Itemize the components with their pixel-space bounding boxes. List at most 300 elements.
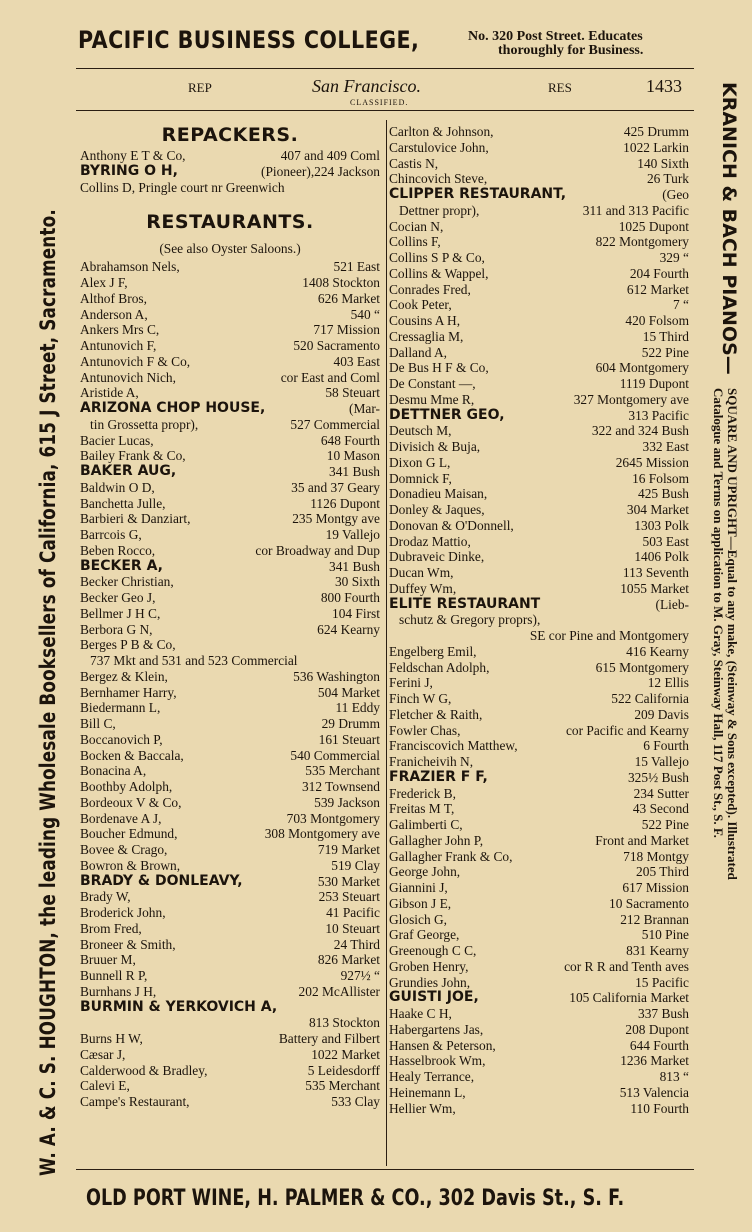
listing-entry: [80, 763, 380, 779]
listing-address: 1022 Market: [311, 1046, 380, 1062]
listing-entry: [389, 707, 689, 723]
listing-name: Becker Geo J,: [80, 590, 156, 605]
section-gap: [80, 195, 380, 203]
listing-name: Feldschan Adolph,: [389, 659, 490, 675]
listing-address: 504 Market: [317, 684, 380, 700]
listing-address: 212 Brannan: [620, 911, 689, 927]
listing-address: 308 Montgomery ave: [264, 826, 380, 842]
listing-name: Berges P B & Co,: [80, 637, 176, 653]
listing-entry: [389, 880, 689, 896]
listing-entry: [80, 543, 380, 559]
listing-entry: [389, 1085, 689, 1101]
listing-entry: [389, 1069, 689, 1085]
listing-entry: [389, 943, 689, 959]
listing-entry: [389, 754, 689, 770]
listing-entry: [389, 990, 689, 1006]
listing-address: 332 East: [642, 439, 689, 454]
listing-name: Collins D, Pringle court nr Greenwich: [80, 179, 285, 195]
right-margin-advertisement: [711, 82, 740, 1172]
listing-name: Bunnell R P,: [80, 968, 148, 983]
listing-entry: [80, 858, 380, 874]
listing-address: 522 Pine: [641, 817, 689, 832]
listing-address: 718 Montgy: [623, 848, 689, 864]
listing-name: Baldwin O D,: [80, 479, 155, 495]
listing-name: Bruuer M,: [80, 952, 136, 968]
listing-name: Banchetta Julle,: [80, 495, 166, 511]
listing-name: BURMIN & YERKOVICH A,: [80, 998, 278, 1015]
listing-entry: [80, 669, 380, 685]
listing-address: 535 Merchant: [305, 1078, 380, 1094]
header-right-guide: RES: [548, 80, 572, 95]
listing-entry: [389, 1022, 689, 1038]
listing-entry: [389, 376, 689, 392]
listing-name: BAKER AUG,: [80, 463, 177, 479]
listing-address: 540 “: [350, 306, 380, 322]
listing-name: Donley & Jaques,: [389, 502, 485, 517]
listing-entry: [389, 817, 689, 833]
listing-entry: [389, 849, 689, 865]
listing-address: 520 Sacramento: [293, 338, 380, 353]
listing-entry: [389, 171, 689, 187]
listing-address: cor Broadway and Dup: [255, 542, 380, 558]
listing-entry: [80, 480, 380, 496]
listing-entry: [389, 502, 689, 518]
listing-entry: [389, 219, 689, 235]
listing-entry: [389, 1101, 689, 1117]
listing-address: 800 Fourth: [320, 590, 380, 605]
listing-name: Habergartens Jas,: [389, 1021, 484, 1037]
listing-entry: [389, 723, 689, 739]
listing-name: Franciscovich Matthew,: [389, 738, 518, 754]
column-divider: [386, 120, 387, 1166]
listing-name: Collins & Wappel,: [389, 265, 489, 281]
listing-address: 425 Bush: [638, 486, 689, 502]
listing-address: 533 Clay: [331, 1094, 380, 1109]
listing-entry: [80, 700, 380, 716]
listing-address: 29 Drumm: [321, 716, 380, 731]
listing-name: Healy Terrance,: [389, 1069, 475, 1084]
listing-address: 58 Steuart: [325, 385, 380, 401]
listing-address: 304 Market: [626, 502, 689, 517]
listing-name: Broneer & Smith,: [80, 936, 176, 952]
listing-name: BECKER A,: [80, 557, 163, 574]
listing-entry: [80, 354, 380, 370]
listing-name: Bordeoux V & Co,: [80, 794, 182, 810]
top-ad-line2: thoroughly for Business.: [498, 43, 644, 58]
listing-address: 341 Bush: [329, 464, 380, 479]
listing-name: Beben Rocco,: [80, 542, 156, 558]
listing-address: 522 Pine: [641, 344, 689, 360]
listing-name: Becker Christian,: [80, 574, 174, 590]
listing-entry: [389, 203, 689, 219]
listing-address: 530 Market: [317, 873, 380, 889]
listing-address: 16 Folsom: [632, 470, 689, 486]
listing-entry: [80, 259, 380, 275]
listing-address: 831 Kearny: [626, 943, 689, 958]
listing-name: Cæsar J,: [80, 1046, 126, 1062]
listing-address: 327 Montgomery ave: [573, 391, 689, 407]
section-heading-repackers: REPACKERS.: [161, 124, 299, 146]
listing-name: Barrcois G,: [80, 527, 142, 542]
listing-entry: [80, 637, 380, 653]
listing-name: Divisich & Buja,: [389, 439, 481, 454]
listing-entry: [389, 408, 689, 424]
listing-entry: [389, 975, 689, 991]
top-ad-details: [468, 30, 643, 58]
listing-entry: [389, 864, 689, 880]
listing-address: 403 East: [333, 353, 380, 369]
listing-address: 813 “: [659, 1069, 689, 1084]
listing-entry: [389, 959, 689, 975]
listing-name: Bordenave A J,: [80, 810, 162, 826]
listing-name: Bellmer J H C,: [80, 605, 161, 621]
listing-name: CLIPPER RESTAURANT,: [389, 186, 567, 202]
listing-address: 604 Montgomery: [595, 360, 689, 376]
right-ad-line1: SQUARE AND UPRIGHT—Equal to any make, (Steinway & Sons excepted). Illustrated: [725, 388, 740, 880]
listing-entry: [389, 581, 689, 597]
listing-name: Bocken & Baccala,: [80, 747, 184, 763]
listing-address: 104 First: [332, 605, 380, 621]
listing-entry: [80, 338, 380, 354]
listing-entry: [389, 423, 689, 439]
left-ad-text: W. A. & C. S. HOUGHTON, the leading Wholesale Booksellers of California, 615 J Street, Sacramento.: [36, 209, 60, 1176]
listing-name: Cousins A H,: [389, 313, 461, 328]
listing-address: 648 Fourth: [320, 432, 380, 448]
listing-entry: [80, 984, 380, 1000]
listing-name: 737 Mkt and 531 and 523 Commercial: [90, 653, 298, 668]
listing-name: Galimberti C,: [389, 817, 463, 832]
listing-entry: [389, 691, 689, 707]
listing-entry: [80, 275, 380, 291]
listing-address: 140 Sixth: [637, 155, 689, 171]
listing-address: 337 Bush: [638, 1006, 689, 1021]
listing-name: Haake C H,: [389, 1006, 452, 1021]
listing-name: Bacier Lucas,: [80, 432, 154, 448]
listing-entry: [80, 180, 380, 196]
listing-entry: [389, 927, 689, 943]
listing-entry: [80, 1031, 380, 1047]
listing-entry: [389, 1038, 689, 1054]
listing-name: Althof Bros,: [80, 290, 147, 306]
listing-entry: [389, 644, 689, 660]
listing-name: Fowler Chas,: [389, 722, 461, 738]
listing-address: SE cor Pine and Montgomery: [529, 628, 689, 643]
listing-entry: [389, 801, 689, 817]
listing-name: Frederick B,: [389, 785, 456, 801]
listing-address: 1406 Polk: [634, 549, 689, 565]
listing-entry: [389, 250, 689, 266]
listing-name: Dettner propr),: [399, 202, 480, 218]
listing-name: Ankers Mrs C,: [80, 322, 160, 338]
listing-entry: [389, 471, 689, 487]
listing-address: (Lieb-: [655, 596, 689, 612]
listing-name: Alex J F,: [80, 275, 128, 290]
repackers-list: [80, 148, 380, 195]
listing-address: (Geo: [662, 187, 689, 202]
section-heading-restaurants: RESTAURANTS.: [146, 211, 314, 234]
listing-name: Campe's Restaurant,: [80, 1094, 190, 1109]
listing-entry: [80, 401, 380, 417]
listing-name: Engelberg Emil,: [389, 643, 477, 659]
listing-name: Carlton & Johnson,: [389, 124, 494, 139]
listing-entry: [80, 417, 380, 433]
listing-entry: [389, 282, 689, 298]
header-subtitle: CLASSIFIED.: [350, 98, 409, 107]
header-left-guide: REP: [188, 80, 212, 95]
listing-address: 540 Commercial: [290, 747, 380, 763]
listing-entry: [80, 748, 380, 764]
listing-address: 416 Kearny: [626, 643, 689, 659]
listing-entry: [80, 574, 380, 590]
listing-address: 15 Pacific: [635, 974, 689, 990]
listing-address: 202 McAllister: [298, 983, 380, 999]
listing-name: Bailey Frank & Co,: [80, 448, 186, 464]
listing-name: Anthony E T & Co,: [80, 148, 186, 163]
restaurants-list-right: [389, 124, 689, 1116]
listing-entry: [389, 187, 689, 203]
listing-entry: [80, 590, 380, 606]
listing-address: 43 Second: [632, 801, 689, 817]
listing-address: 12 Ellis: [647, 675, 689, 691]
listing-entry: [80, 606, 380, 622]
listing-entry: [389, 392, 689, 408]
listing-address: 161 Steuart: [318, 731, 380, 747]
listing-address: 539 Jackson: [314, 794, 380, 810]
listing-entry: [80, 433, 380, 449]
listing-entry: [389, 597, 689, 613]
header-rule: [76, 110, 694, 111]
listing-address: 5 Leidesdorff: [307, 1062, 380, 1078]
listing-address: cor East and Coml: [280, 369, 380, 385]
listing-name: Ferini J,: [389, 675, 433, 691]
listing-address: 535 Merchant: [305, 763, 380, 779]
listing-address: 519 Clay: [331, 857, 380, 873]
section-note: (See also Oyster Saloons.): [159, 241, 301, 257]
listing-address: 719 Market: [317, 842, 380, 857]
listing-entry: [80, 842, 380, 858]
right-ad-title: KRANICH & BACH PIANOS—: [718, 82, 740, 375]
listing-entry: [80, 370, 380, 386]
listing-entry: [80, 1063, 380, 1079]
listing-address: 110 Fourth: [630, 1100, 689, 1116]
listing-address: 15 Vallejo: [634, 754, 689, 769]
listing-entry: [80, 811, 380, 827]
listing-name: Heinemann L,: [389, 1084, 466, 1100]
listing-address: 1303 Polk: [634, 517, 689, 533]
listing-address: 10 Steuart: [325, 920, 380, 936]
listing-entry: [80, 1000, 380, 1016]
listing-address: 26 Turk: [646, 171, 689, 187]
listing-entry: [389, 439, 689, 455]
bottom-advertisement: OLD PORT WINE, H. PALMER & CO., 302 Davis St., S. F.: [86, 1186, 625, 1211]
listing-name: Chincovich Steve,: [389, 171, 488, 187]
listing-name: Domnick F,: [389, 470, 452, 486]
listing-entry: [389, 518, 689, 534]
listing-entry: [389, 675, 689, 691]
listing-name: Boothby Adolph,: [80, 779, 173, 794]
listing-address: 1055 Market: [620, 580, 689, 596]
listing-address: (Mar-: [349, 401, 380, 416]
listing-name: Gibson J E,: [389, 895, 452, 911]
header-city: San Francisco.: [312, 76, 421, 96]
listing-entry: [389, 345, 689, 361]
listing-address: 11 Eddy: [335, 700, 380, 716]
listing-entry: [80, 291, 380, 307]
listing-name: Broderick John,: [80, 905, 166, 920]
listing-entry: [80, 511, 380, 527]
listing-address: 1236 Market: [620, 1053, 689, 1069]
listing-entry: [80, 968, 380, 984]
listing-address: 253 Steuart: [318, 889, 380, 905]
listing-entry: [80, 1047, 380, 1063]
listing-address: 325½ Bush: [627, 769, 689, 785]
listing-entry: [389, 297, 689, 313]
listing-entry: [389, 549, 689, 565]
listing-name: Hasselbrook Wm,: [389, 1053, 486, 1069]
listing-address: 626 Market: [317, 290, 380, 306]
listing-name: Desmu Mme R,: [389, 391, 475, 407]
listing-name: Barbieri & Danziart,: [80, 511, 191, 527]
listing-name: Deutsch M,: [389, 423, 452, 439]
listing-entry: [80, 322, 380, 338]
listing-name: GUISTI JOE,: [389, 989, 479, 1006]
listing-name: Cocian N,: [389, 218, 444, 234]
listing-address: 521 East: [333, 259, 380, 275]
listing-entry: [80, 307, 380, 323]
listing-address: 208 Dupont: [625, 1021, 689, 1037]
listing-name: Dalland A,: [389, 344, 448, 360]
listing-address: 624 Kearny: [317, 621, 380, 637]
listing-name: Anderson A,: [80, 306, 148, 322]
listing-address: 522 California: [611, 691, 689, 706]
listing-entry: [80, 732, 380, 748]
listing-entry: [389, 896, 689, 912]
listing-entry: [80, 527, 380, 543]
listing-address: 615 Montgomery: [595, 659, 689, 675]
listing-address: 209 Davis: [634, 706, 689, 722]
listing-name: Cook Peter,: [389, 297, 452, 313]
listing-name: De Bus H F & Co,: [389, 360, 489, 376]
listing-entry: [389, 266, 689, 282]
listing-address: 1025 Dupont: [618, 218, 689, 234]
listing-name: Bonacina A,: [80, 763, 147, 779]
page-number: 1433: [646, 76, 682, 96]
listing-name: Aristide A,: [80, 385, 139, 401]
listing-name: Franicheivih N,: [389, 754, 474, 769]
listing-entry: [80, 905, 380, 921]
listing-address: 1022 Larkin: [623, 139, 689, 155]
listing-address: 617 Mission: [622, 880, 689, 895]
listing-entry: [80, 496, 380, 512]
listing-address: 10 Mason: [326, 448, 380, 464]
listing-name: DETTNER GEO,: [389, 406, 505, 423]
listing-address: 1119 Dupont: [619, 376, 689, 391]
listing-name: Bergez & Klein,: [80, 668, 168, 684]
listing-address: 30 Sixth: [334, 574, 380, 590]
listing-address: Battery and Filbert: [278, 1031, 380, 1046]
listing-entry: [389, 329, 689, 345]
listing-address: 234 Sutter: [633, 785, 689, 801]
listing-name: Boucher Edmund,: [80, 826, 178, 842]
listing-name: Graf George,: [389, 927, 460, 943]
listing-entry: [389, 565, 689, 581]
listing-name: BRADY & DONLEAVY,: [80, 872, 243, 889]
listing-entry: [80, 559, 380, 575]
listing-address: 503 East: [642, 533, 689, 549]
listing-name: Bill C,: [80, 716, 116, 731]
listing-entry: [80, 889, 380, 905]
listing-address: 826 Market: [317, 952, 380, 968]
listing-address: 235 Montgy ave: [292, 511, 380, 527]
listing-address: 510 Pine: [641, 927, 689, 943]
listing-address: cor R R and Tenth aves: [564, 958, 689, 974]
listing-name: Boccanovich P,: [80, 731, 163, 747]
listing-name: Carstulovice John,: [389, 139, 489, 155]
listing-address: 313 Pacific: [628, 407, 689, 423]
listing-address: 612 Market: [626, 281, 689, 297]
listing-name: Collins S P & Co,: [389, 250, 485, 265]
listing-name: Brom Fred,: [80, 920, 142, 936]
listing-name: De Constant —,: [389, 376, 476, 391]
listing-name: Bovee & Crago,: [80, 842, 168, 857]
listing-name: Abrahamson Nels,: [80, 259, 180, 275]
listing-name: Gallagher Frank & Co,: [389, 848, 513, 864]
listing-name: tin Grossetta propr),: [90, 416, 199, 432]
listing-entry: [80, 826, 380, 842]
listing-name: Burnhans J H,: [80, 983, 157, 999]
listing-name: Castis N,: [389, 155, 439, 171]
listing-name: Burns H W,: [80, 1031, 143, 1046]
listing-name: schutz & Gregory proprs),: [399, 612, 541, 628]
listing-name: Fletcher & Raith,: [389, 706, 483, 722]
listing-address: 311 and 313 Pacific: [582, 202, 689, 218]
listing-entry: [80, 1094, 380, 1110]
listing-entry: [389, 833, 689, 849]
listing-address: 329 “: [659, 250, 689, 265]
listing-address: 204 Fourth: [629, 265, 689, 281]
listing-name: Calderwood & Bradley,: [80, 1062, 208, 1078]
listing-name: BYRING O H,: [80, 162, 178, 179]
listing-entry: [80, 874, 380, 890]
listing-address: 19 Vallejo: [325, 527, 380, 542]
listing-entry: [80, 795, 380, 811]
listing-name: Donovan & O'Donnell,: [389, 517, 514, 533]
listing-address: 41 Pacific: [326, 905, 380, 920]
listing-address: 420 Folsom: [625, 313, 689, 328]
listing-entry: [80, 148, 380, 164]
listing-entry: [389, 660, 689, 676]
listing-address: 312 Townsend: [301, 779, 380, 794]
listing-entry: [80, 937, 380, 953]
listing-name: Greenough C C,: [389, 943, 477, 958]
listing-name: Duffey Wm,: [389, 580, 457, 596]
listing-entry: [80, 164, 380, 180]
listing-address: 15 Third: [642, 328, 689, 344]
listing-name: Bowron & Brown,: [80, 857, 181, 873]
listing-name: Ducan Wm,: [389, 565, 454, 580]
listing-entry: [389, 156, 689, 172]
left-margin-advertisement: [36, 66, 60, 1176]
top-ad-title: PACIFIC BUSINESS COLLEGE,: [78, 26, 420, 54]
listing-entry: [80, 921, 380, 937]
listing-address: 927½ “: [340, 968, 380, 983]
running-header: [76, 74, 694, 110]
listing-entry: [80, 464, 380, 480]
listing-entry: [389, 360, 689, 376]
listing-entry: [389, 234, 689, 250]
left-column: [80, 124, 380, 1110]
listing-address: 24 Third: [333, 936, 380, 952]
